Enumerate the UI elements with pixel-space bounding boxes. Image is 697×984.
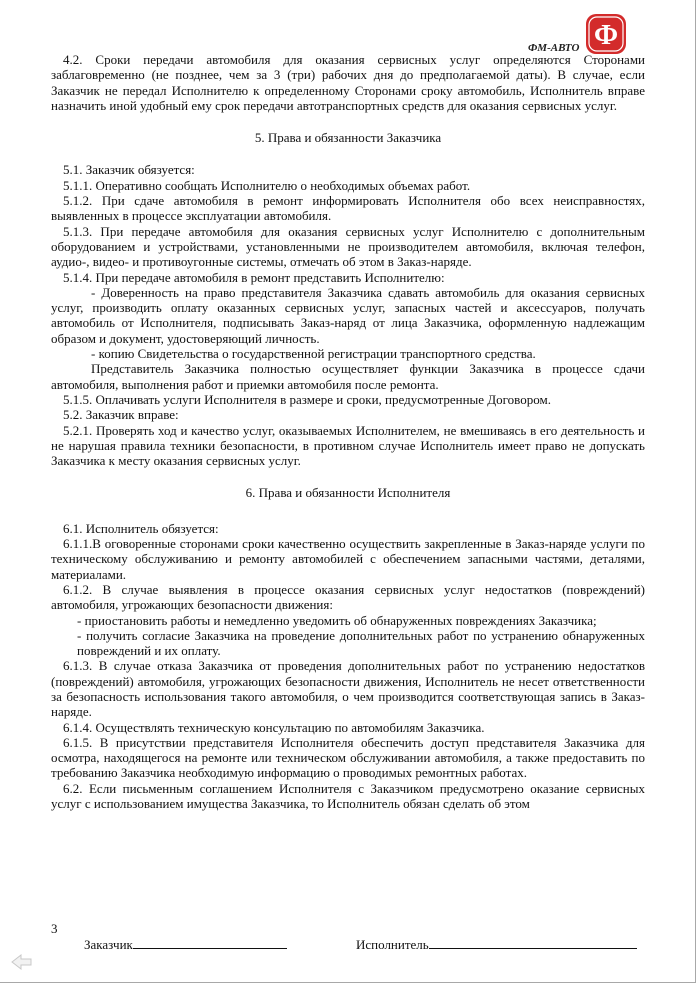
clause-6-1-2: 6.1.2. В случае выявления в процессе оказания сервисных услуг недостатков (повреждений) автомобиля, угрожающих безопасности движения: <box>51 581 645 613</box>
clause-6-1-5: 6.1.5. В присутствии представителя Исполнителя обеспечить доступ представителя Заказчика для осмотра, находящегося на ремонте или техническом обслуживании автомобиля, а также предоставить по требованию Заказчика необходимую информацию о проводимых ремонтных работах. <box>51 734 645 781</box>
section-6-heading: 6. Права и обязанности Исполнителя <box>245 485 451 501</box>
section-5-heading: 5. Права и обязанности Заказчика <box>254 130 442 146</box>
logo-glyph: Ф <box>593 20 619 51</box>
clause-5-1-4: 5.1.4. При передаче автомобиля в ремонт представить Исполнителю: <box>63 269 445 285</box>
clause-5-2: 5.2. Заказчик вправе: <box>63 407 179 423</box>
clause-5-1-4-representative: Представитель Заказчика полностью осуществляет функции Заказчика в процессе сдачи автомобиля, выполнения работ и приемки автомобиля после ремонта. <box>51 361 645 392</box>
contractor-label: Исполнитель <box>356 937 429 952</box>
clause-5-1-4-power-of-attorney: - Доверенность на право представителя Заказчика сдавать автомобиль для оказания сервисных услуг, производить оплату оказанных сервисных услуг, запасных частей и аксессуаров, получать автомобиль от Исполнителя, подписывать Заказ-наряд от лица Заказчика, оформленную надлежащим образом и документ, удостоверяющий личность. <box>51 284 645 346</box>
clause-5-1-3: 5.1.3. При передаче автомобиля для оказания сервисных услуг Исполнителю с дополнительным оборудованием и устройствами, установленными не производителем автомобиля, включая телефон, аудио-, видео- и противоугонные системы, отмечать об этом в Заказ-наряде. <box>51 223 645 270</box>
clause-5-1: 5.1. Заказчик обязуется: <box>63 162 195 178</box>
clause-6-2: 6.2. Если письменным соглашением Исполнителя с Заказчиком предусмотрено оказание сервисных услуг с использованием имущества Заказчика, то Исполнитель обязан сделать об этом <box>51 780 645 812</box>
contractor-signature-line <box>429 936 637 949</box>
customer-signature-line <box>133 936 287 949</box>
page-number: 3 <box>51 921 58 936</box>
clause-6-1-1: 6.1.1.В оговоренные сторонами сроки качественно осуществить закрепленные в Заказ-наряде услуги по техническому обслуживанию и ремонту автомобилей с обеспечением запасными частями, деталями, материалами. <box>51 536 645 582</box>
clause-5-1-5: 5.1.5. Оплачивать услуги Исполнителя в размере и сроки, предусмотренные Договором. <box>63 391 551 407</box>
clause-6-1: 6.1. Исполнитель обязуется: <box>63 520 219 536</box>
clause-5-1-4-registration-copy: - копию Свидетельства о государственной регистрации транспортного средства. <box>91 346 536 362</box>
clause-5-1-1: 5.1.1. Оперативно сообщать Исполнителю о необходимых объемах работ. <box>63 177 471 193</box>
document-body <box>51 52 645 811</box>
contractor-signature <box>356 936 637 953</box>
customer-label: Заказчик <box>84 937 133 952</box>
clause-6-1-3: 6.1.3. В случае отказа Заказчика от проведения дополнительных работ по устранению недостатков (повреждений) автомобиля, угрожающих безопасности движения, Исполнитель не несет ответственности за безопасность использования такого автомобиля, о чем производится соответствующая запись в Заказ-наряде. <box>51 658 645 720</box>
clause-4-2: 4.2. Сроки передачи автомобиля для оказания сервисных услуг определяются Сторонами заблаговременно (не позднее, чем за 3 (три) рабочих дня до предполагаемой даты). В случае, если Заказчик не передал Исполнителю к определенному Сторонами сроку автомобиль, Исполнитель вправе назначить иной удобный ему срок передачи автотранспортных средств для оказания сервисных услуг. <box>51 52 645 113</box>
clause-6-1-4: 6.1.4. Осуществлять техническую консультацию по автомобилям Заказчика. <box>63 719 485 735</box>
clause-6-1-2-consent: - получить согласие Заказчика на проведение дополнительных работ по устранению обнаруженных повреждений и их оплату. <box>77 627 645 659</box>
clause-6-1-2-suspend: - приостановить работы и немедленно уведомить об обнаруженных повреждениях Заказчика; <box>77 612 597 628</box>
clause-5-1-2: 5.1.2. При сдаче автомобиля в ремонт информировать Исполнителя обо всех неисправностях, выявленных в процессе эксплуатации автомобиля. <box>51 193 645 224</box>
logo-caption: ФМ-АВТО <box>528 42 580 54</box>
back-arrow-icon[interactable] <box>10 953 34 971</box>
clause-5-2-1: 5.2.1. Проверять ход и качество услуг, оказываемых Исполнителем, не вмешиваясь в его деятельность и не нарушая правила техники безопасности, в противном случае Исполнитель имеет право не допускать Заказчика к месту оказания сервисных услуг. <box>51 422 645 469</box>
customer-signature <box>84 936 287 953</box>
